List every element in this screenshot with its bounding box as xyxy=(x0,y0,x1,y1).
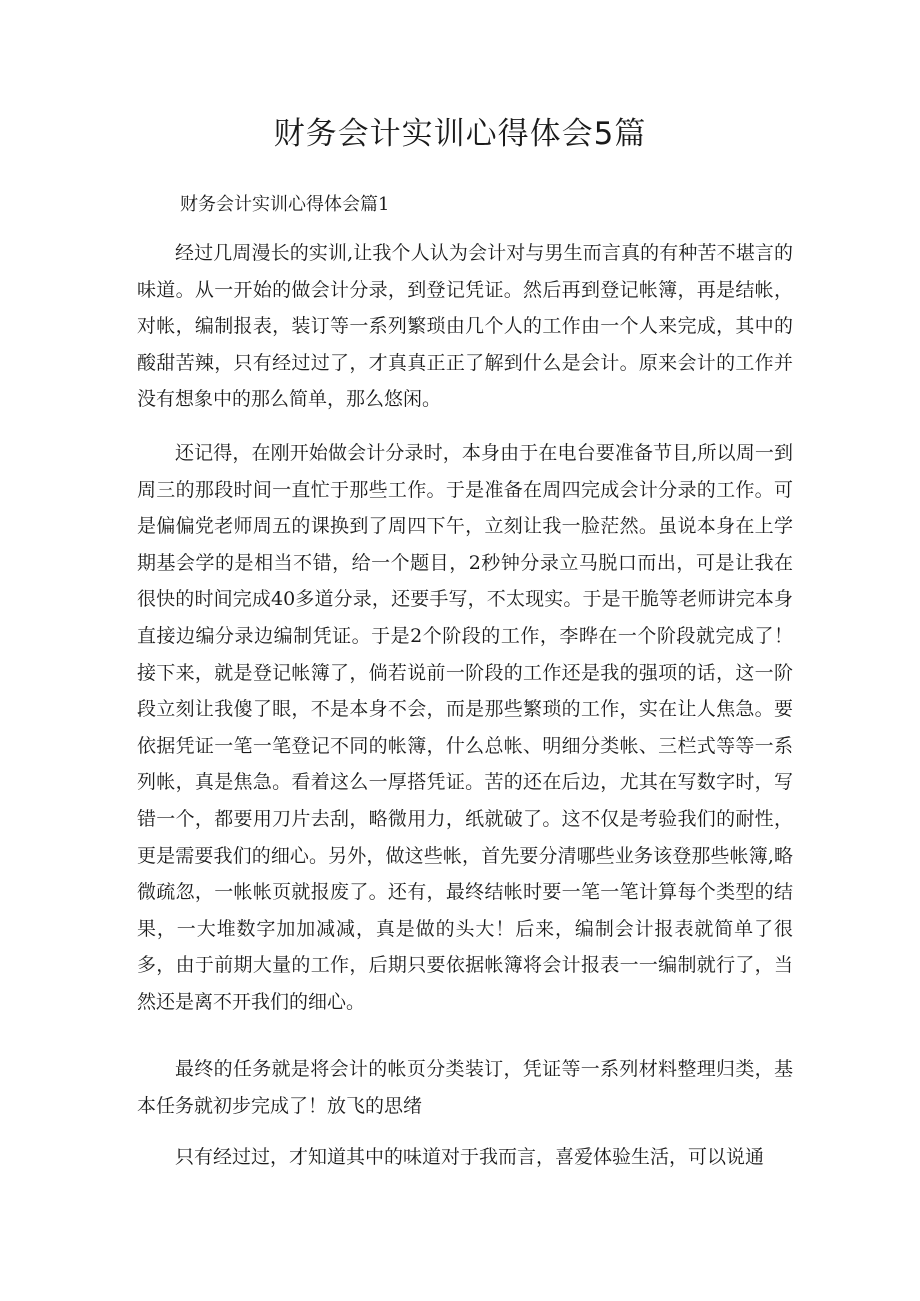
paragraph: 还记得，在刚开始做会计分录时，本身由于在电台要准备节目,所以周一到周三的那段时间一直忙于那些工作。于是准备在周四完成会计分录的工作。可是偏偏党老师周五的课换到了周四下午，立刻让我一脸茫然。虽说本身在上学期基会学的是相当不错，给一个题目，2秒钟分录立马脱口而出，可是让我在很快的时间完成40多道分录，还要手写，不太现实。于是干脆等老师讲完本身直接边编分录边编制凭证。于是2个阶段的工作，李晔在一个阶段就完成了！接下来，就是登记帐簿了，倘若说前一阶段的工作还是我的强项的话，这一阶段立刻让我傻了眼，不是本身不会，而是那些繁琐的工作，实在让人焦急。要依据凭证一笔一笔登记不同的帐簿，什么总帐、明细分类帐、三栏式等等一系列帐，真是焦急。看着这么一厚搭凭证。苦的还在后边，尤其在写数字时，写错一个，都要用刀片去刮，略微用力，纸就破了。这不仅是考验我们的耐性，更是需要我们的细心。另外，做这些帐，首先要分清哪些业务该登那些帐簿,略微疏忽，一帐帐页就报废了。还有，最终结帐时要一笔一笔计算每个类型的结果，一大堆数字加加减减，真是做的头大！后来，编制会计报表就简单了很多，由于前期大量的工作，后期只要依据帐簿将会计报表一一编制就行了，当然还是离不开我们的细心。 xyxy=(137,442,793,1013)
paragraph: 最终的任务就是将会计的帐页分类装订，凭证等一系列材料整理归类，基本任务就初步完成了！放飞的思绪 xyxy=(137,1058,793,1117)
paragraph: 只有经过过，才知道其中的味道对于我而言，喜爱体验生活，可以说通 xyxy=(175,1146,765,1168)
paragraph: 经过几周漫长的实训,让我个人认为会计对与男生而言真的有种苦不堪言的味道。从一开始的做会计分录，到登记凭证。然后再到登记帐簿，再是结帐，对帐，编制报表，装订等一系列繁琐由几个人的工作由一个人来完成，其中的酸甜苦辣，只有经过过了，才真真正正了解到什么是会计。原来会计的工作并没有想象中的那么简单，那么悠闲。 xyxy=(137,242,793,411)
section-heading: 财务会计实训心得体会篇1 xyxy=(180,194,390,215)
document-title: 财务会计实训心得体会5篇 xyxy=(273,116,647,152)
